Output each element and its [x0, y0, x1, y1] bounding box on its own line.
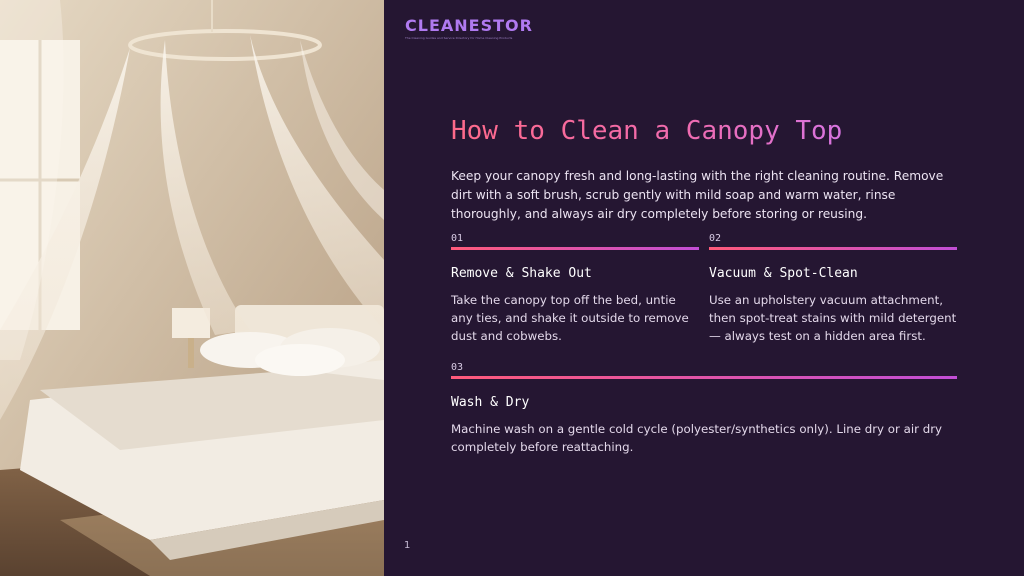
page-number: 1: [404, 540, 411, 551]
canopy-bedroom-photo: [0, 0, 384, 576]
step-divider: [451, 247, 699, 250]
step-description: Use an upholstery vacuum attachment, then spot-treat stains with mild detergent — always test on a hidden area first.: [709, 293, 957, 343]
step-number: 03: [451, 362, 464, 373]
step-title: Vacuum & Spot-Clean: [709, 266, 858, 281]
step-title: Remove & Shake Out: [451, 266, 592, 281]
brand-tagline: The Cleaning Guides and Service Directory for Home Cleaning Products: [405, 36, 513, 40]
step-description: Machine wash on a gentle cold cycle (polyester/synthetics only). Line dry or air dry completely before reattaching.: [451, 422, 943, 454]
canopy-bedroom-illustration: [0, 0, 384, 576]
brand-logo: CLEANESTOR: [405, 16, 533, 35]
slide-intro: Keep your canopy fresh and long-lasting with the right cleaning routine. Remove dirt with a soft brush, scrub gently with mild soap and warm water, rinse thoroughly, and always air dry completely before storing or reusing.: [451, 169, 944, 221]
step-1: [451, 233, 699, 345]
step-divider: [451, 376, 957, 379]
slide-title: How to Clean a Canopy Top: [451, 116, 843, 146]
step-3: [451, 362, 957, 456]
step-description: Take the canopy top off the bed, untie any ties, and shake it outside to remove dust and cobwebs.: [451, 293, 689, 343]
step-divider: [709, 247, 957, 250]
step-title: Wash & Dry: [451, 395, 530, 410]
step-number: 01: [451, 233, 464, 244]
step-number: 02: [709, 233, 722, 244]
step-2: [709, 233, 957, 345]
